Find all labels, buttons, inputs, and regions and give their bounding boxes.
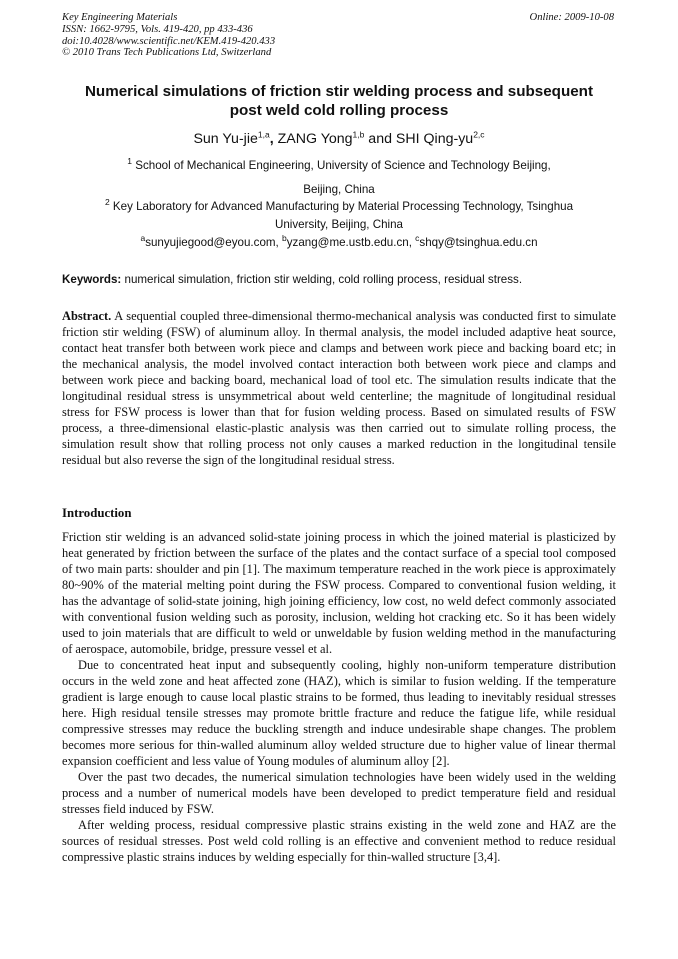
author-1: Sun Yu-jie	[193, 131, 258, 147]
email-a-marker: a	[140, 233, 146, 244]
doi-line: doi:10.4028/www.scientific.net/KEM.419-420.433	[62, 35, 276, 47]
abstract-text: A sequential coupled three-dimensional thermo-mechanical analysis was conducted first to simulate friction stir welding (FSW) of aluminum alloy. In thermal analysis, the model included adaptive heat source, contact heat transfer both between work piece and clamps and between work piece and backing board etc; in the mechanical analysis, the model involved contact interaction both between work piece and clamps and between work piece and backing board, mechanical load of tool etc. The simulation results indicate that the longitudinal residual stress is unsymmetrical about weld centerline; the magnitude of longitudinal residual stress for FSW process is lower than that for fusion welding process. Based on simulated results of FSW process, a three-dimensional elastic-plastic analysis was then carried out to simulate rolling process, the simulation result show that rolling process not only causes a marked reduction in the longitudinal tensile residual but also reverse the sign of the longitudinal residual stress.	[62, 309, 616, 467]
affiliation-2-marker: 2	[104, 197, 110, 208]
email-a: sunyujiegood@eyou.com,	[145, 236, 282, 249]
copyright-line: © 2010 Trans Tech Publications Ltd, Switzerland	[62, 47, 272, 59]
keywords-text: numerical simulation, friction stir welding, cold rolling process, residual stress.	[121, 273, 523, 286]
author-separator: ,	[269, 131, 278, 147]
intro-paragraph: After welding process, residual compressive plastic strains existing in the weld zone and HAZ are the sources of residual stresses. Post weld cold rolling is an effective and convenient method to reduce residual compressive plastic strains induces by welding especially for thin-walled structure [3,4].	[62, 818, 616, 864]
intro-paragraph: Due to concentrated heat input and subsequently cooling, highly non-uniform temperature distribution occurs in the weld zone and heat affected zone (HAZ), which is similar to fusion welding. If the temperature gradient is large enough to cause local plastic strains to be formed, thus leading to inevitably residual stresses here. High residual tensile stresses may promote brittle fracture and reduce the fatigue life, while residual compressive stresses may reduce the buckling strength and induce undesirable shape changes. The problem becomes more serious for thin-walled aluminum alloy welded structure due to higher value of linear thermal expansion coefficient and less value of Young modules of aluminum alloy [2].	[62, 658, 616, 768]
affiliation-1-line-2: Beijing, China	[303, 182, 375, 196]
intro-paragraph: Over the past two decades, the numerical simulation technologies have been widely used in the welding process and a number of numerical models have been developed to predict temperature field and residual stresses field induced by FSW.	[62, 770, 616, 816]
affiliation-1-text: School of Mechanical Engineering, University of Science and Technology Beijing,	[132, 159, 551, 172]
paper-title	[62, 82, 616, 120]
affiliation-1-marker: 1	[127, 156, 133, 167]
affiliation-2-text: Key Laboratory for Advanced Manufacturing by Material Processing Technology, Tsinghua	[109, 200, 574, 213]
author-list	[62, 130, 616, 148]
online-date: Online: 2009-10-08	[529, 12, 614, 23]
author-2-affiliation: 1,b	[352, 129, 365, 140]
section-heading-introduction: Introduction	[62, 506, 132, 520]
author-3-affiliation: 2,c	[473, 129, 485, 140]
keywords	[62, 272, 616, 287]
title-line-1: Numerical simulations of friction stir welding process and subsequent	[84, 83, 594, 100]
email-b: yzang@me.ustb.edu.cn,	[286, 236, 416, 249]
affiliation-1-line-1	[62, 157, 616, 175]
affiliation-1	[62, 157, 616, 198]
author-and: and	[364, 131, 396, 147]
author-3: SHI Qing-yu	[395, 131, 474, 147]
abstract-label: Abstract.	[62, 309, 112, 323]
affiliation-2-line-2: University, Beijing, China	[274, 217, 403, 231]
affiliation-2-line-1	[62, 198, 616, 216]
journal-name: Key Engineering Materials	[62, 12, 178, 23]
introduction-body	[62, 529, 616, 865]
email-b-marker: b	[282, 233, 287, 244]
email-c-marker: c	[415, 233, 420, 244]
email-c: shqy@tsinghua.edu.cn	[419, 236, 538, 249]
author-1-affiliation: 1,a	[257, 129, 270, 140]
issn-line: ISSN: 1662-9795, Vols. 419-420, pp 433-436	[62, 23, 253, 35]
journal-info	[62, 12, 275, 59]
email-list	[62, 234, 616, 251]
title-line-2: post weld cold rolling process	[229, 102, 449, 119]
abstract	[62, 308, 616, 468]
intro-paragraph: Friction stir welding is an advanced solid-state joining process in which the joined material is plasticized by heat generated by friction between the surface of the plates and the contact surface of a special tool composed of two main parts: shoulder and pin [1]. The maximum temperature reached in the work piece is approximately 80~90% of the material melting point during the FSW process. Compared to conventional fusion welding, it has the advantage of solid-state joining, high joining efficiency, low cost, no weld defect commonly associated with conventional fusion welding such as porosity, inclusion, welding hot cracking etc. So it has been widely used to join materials that are difficult to weld or unweldable by fusion welding method in the manufacturing of aerospace, automobile, bridge, pressure vessel et al.	[62, 530, 616, 656]
author-2: ZANG Yong	[277, 131, 353, 147]
affiliation-2	[62, 198, 616, 233]
keywords-label: Keywords:	[62, 273, 122, 286]
